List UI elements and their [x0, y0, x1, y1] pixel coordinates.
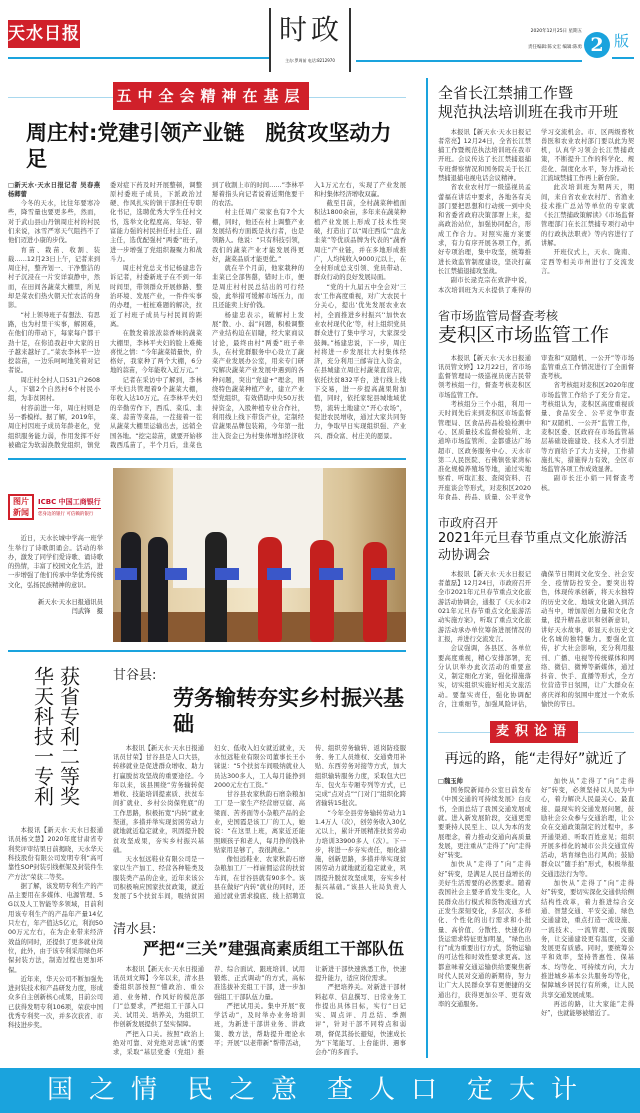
- gangu-article-body: [113, 744, 406, 902]
- paragraph: 加快从“走得了”向“走得好”转变，要切实深化交通供给侧结构性改革，着力推进综合交通、智慧交通、平安交通、绿色交通建设，重点打造一流设施、一流技术、一流管理、一流服务，让交通建设更有温度，交通发展更有质感。同时，要统筹公平和效率，坚持普惠性、保基本、均等化、可持续方向，大力推进城乡基本公共服务均等化，保障城乡居民行有所乘，让人民共享交通发展成果。: [541, 880, 634, 999]
- byline: □魏玉帅: [438, 777, 463, 785]
- lead-headline: 周庄村:党建引领产业链 脱贫攻坚动力足: [26, 121, 392, 172]
- county-stack: [113, 660, 406, 1058]
- paragraph: 严把试用关。集中开展“夜学活动”，及时举办业务培训班，为新进干部讲业务、讲政策、教方法，帮助提升理论水平；开展“以老带新”帮带活动，让新进干部快速熟悉工作，快速提升能力，适应岗位需求。: [214, 965, 406, 1048]
- paragraph: 杨建忠表示，破解村上发展“散、小、弱”问题，积极调整产业结构迫在眉睫，经大家商议讨论，最终由村“两委”班子牵头，在村党群服务中心设立了蔬菜产业发展办公室，用来专门研究解决蔬菜产业发展中遇到的各种问题，突出“党建+”理念，围绕特色蔬菜种植产业，建立产业型党组织，有效借助中央50万扶持资金，入股种植专业合作社，利用线上线下带货产业，定制经营蔬果品牌包装箱，今年第一批注入资金已为村集体增加经济收入1万元左右，实现了产业发展和村集体经济增收双赢。: [212, 181, 406, 440]
- commentary-banner: 麦积论语: [490, 721, 578, 743]
- paragraph: 天水恒远鞋业有限公司是一家以生产加工、经营各种鞋类及服装类产品的企业，近年来该公司积极响应国家扶贫政策，就近发展了5个扶贫车间，吸纳贫困妇女、低收入妇女就近就业，天水恒远鞋业有限公司董事长王小铼说：“5个扶贫车间吸纳就业人员达300多人，工人每月能挣到2000元左右工资。”: [113, 744, 305, 901]
- qingshui-article-body: [113, 965, 406, 1058]
- paragraph: 再远的路，让大家能“走得好”，也就能够被缩近了。: [541, 1000, 634, 1018]
- sponsor-slogan: 您身边的银行 可信赖的银行: [38, 512, 94, 518]
- patent-headline-left: 华天科技一专利: [30, 666, 55, 807]
- sponsor-block: [8, 494, 103, 520]
- paragraph: 村主任周广荣家也有7个大棚，同时，他还在村上调整产业发展结构方面既是执行者，也是领路人。他说：“只有科技引领，我们的蔬菜产业才能发展得更好，蔬菜品质才能更优。”: [212, 209, 304, 263]
- folder: [115, 568, 137, 580]
- folder: [371, 568, 395, 580]
- paragraph: 开班仪式上，天水、陇南、定西等相关市州进行了交流发言。: [541, 249, 634, 275]
- blue-folders: [115, 568, 395, 580]
- sponsor-logo: ICBC 中国工商银行: [38, 497, 101, 509]
- byline: □新天水·天水日报记者 吴春燕 杨卿蕾: [8, 181, 100, 198]
- tourism-headline: 2021年元旦春节重点文化旅游活动协调会: [438, 531, 628, 563]
- paragraph: 记者在采访中了解到，李林平夫妇共管理着9个蔬菜大棚，年收入达10万元。在李林平夫妇的辛勤劳作下，西瓜、菜瓜、韭菜、蒜苗等菜品，一茬接着一茬从蔬菜大棚里运输出去，远销全国各地。“挖完蒜苗，就要开始移栽西瓜苗了，半个月后，韭菜也到了收割上市的时间……”李林平掰着指头向记者说着近期他要干的农活。: [110, 181, 304, 449]
- paragraph: “今年全县劳务输转劳动力11.4万人（次），创劳务收入30亿元以上，累计开展精准扶贫劳动力培训33900多人（次）。下一步，将进一步夯实责任，细化措施，创新思路，多措并举实现贫困劳动力就地就近稳定就业，巩固提升脱贫攻坚成果，夯实乡村振兴基础。”该县人社局负责人说。: [315, 809, 406, 901]
- editor-line: 主办:罗周前 电话:8212970: [285, 58, 335, 63]
- paragraph: 加快从“走得了”向“走得好”转变，必须坚持以人民为中心，着力解决人民最关心、最直接、最现实的交通发展问题，鼓励社会公众参与交通治理，让公众在交通政策制定的过程中，多开通渠道、听取百姓意见；组织开展多样化的城市公共交通宣传活动，培育绿色出行风尚；鼓励群众以“随手拍”形式，积极举报交通违法行为等。: [541, 777, 634, 878]
- header-rule-right: [356, 60, 582, 62]
- paragraph: 本报讯【新天水·天水日报记者董磊】12月24日，市政府召开全市2021年元旦春节重点文化旅游活动协调会，通报了《天水市2021年元旦春节重点文化旅游活动实施方案》，听取了重点文化旅游活动承办单位筹备进展情况的汇报，并进行交流发言。: [438, 570, 531, 643]
- header-rule-left: [8, 57, 269, 59]
- paragraph: 国务院新闻办公室日前发布《中国交通的可持续发展》白皮书，全面总结了我国交通发展成就。进入新发展阶段，交通更需要秉持人民至上、以人为本的发展理念，着力推动交通向高质量发展，更注重从“走得了”向“走得好”转变。: [438, 787, 531, 860]
- paragraph: 省农业农村厅一级巡视员孟蕾福在讲话中要求，各地各有关部门要把思想和行动统一到中央和省委省政府决策部署上来，提高政治站位，加强协同配合，形成工作合力。对照实施方案要求，有力有序开展各项工作，抓好专项治理，集中攻坚，统筹推进长效监管制度建设，坚决打赢长江禁捕退捕攻坚战。: [438, 184, 531, 275]
- paragraph: 今冬的天水，比往年要寒冷些，降雪量也要更多些，然而，对于武山县山丹镇周庄村的村民们来说，冰雪严寒天气阻挡不了他们迈进小康的步伐。: [8, 200, 100, 245]
- paragraph: 育苗、栽苗、收割、装载……12月23日上午，记者来到周庄村，整齐划一、干净整洁的村子沉浸在一片安详寂静中，然而，在田间各蔬菜大棚里，所见却是菜农们热火朝天忙农活的身影。: [8, 246, 100, 310]
- lead-article-body: [8, 181, 406, 451]
- market-kicker: 省市场监管局督查考核: [438, 308, 559, 323]
- paragraph: 省考核组对麦积区2020年度市场监管工作给予了充分肯定。考核组认为，麦积区高度重视质量、食品安全、公平竞争审查和“双随机、一公开”监管工作，麦积区委、区政府在市场监管基层基础设施建设、技术人才引进等方面给予了大力支持，工作措施扎实，措施得力有效，全区市场监管各项工作成效显著。: [541, 382, 634, 474]
- paragraph: 据了解，该发明专利生产的产品主要用在多媒体、电源管理、5G以及人工智能等多领域，目前利用该专利生产的产品年产量14亿只左右，年产值达5亿元，利润5000万元左右，在为企业带来经济效益的同时，还提供了更多就业岗位，此外，由于该专利采用绿色环保封装方法，制造过程也更加环保。: [8, 882, 103, 974]
- tourism-kicker: 市政府召开: [438, 516, 499, 531]
- gangu-headline: 劳务输转夯实乡村振兴基础: [173, 686, 404, 737]
- paragraph: 严把培养关。对新进干部材料起草、信息撰写、日常业务工作提出具体目标，实行“日记实、周点评、月总结、季测评”，针对干部不同特点和弱项，督促其扬长避短，快速成长为“下笔能写、上台能讲、遇事会办”的多面手。: [315, 984, 406, 1057]
- header-rule-end: [612, 57, 634, 59]
- paragraph: 本报讯【新天水·天水日报通讯员杨文慧】2020年度甘肃省专利奖评审结果日前揭晓，天水华天科技股份有限公司发明专利“高可靠性SOP封装引线框架及封装件生产方法”荣获二等奖。: [8, 827, 103, 881]
- paragraph: 本报讯【新天水·天水日报通讯员甘荣】甘谷县是人口大县，转移就业是促进群众增收、助力打赢脱贫攻坚战的重要途径。今年以来，该县围绕“劳务输转促增收、技能培训提素质、扶贫车间扩就业、乡村公岗保兜底”的工作思路，积极拓宽“内转”就业渠道，多措并举实现贫困劳动力就地就近稳定就业，巩固提升脱贫攻坚成果，夯实乡村振兴基础。: [113, 744, 204, 854]
- caption-text: 近日，天水长城中学高一班学生举行了诗歌朗诵会。活动的举办，激发了同学们爱诗歌、诵诗歌的热情，丰富了校园文化生活，进一步增强了他们传承中华优秀传统文化，弘扬民族精神的意识。: [8, 535, 103, 589]
- reciter-figure: [121, 532, 141, 642]
- paragraph: 本报讯【新天水·天水日报通讯员管文婷】12月22日，省市场监督管理局一级巡视员庞吉民带领考核组一行，督查考核麦积区市场监管工作。: [438, 354, 531, 399]
- photo-news-seal: 图片新闻: [8, 494, 34, 520]
- newspaper-logo: 天水日报: [8, 20, 80, 48]
- paragraph: 本报讯【新天水·天水日报通讯员刘文辉】今年以来，清水县委组织部按照“懂政治、重公道、业务精、作风好的模范部门”总要求，严把组工干部入口关、试用关、培养关，为组织工作创新发展提供了坚实保障。: [113, 965, 204, 1029]
- patent-headline: [30, 666, 82, 816]
- market-headline: 麦积区市场监管工作: [438, 323, 610, 346]
- paragraph: 像恒远鞋业、农家秋韵石磨杂粮加工厂一样雇佣运营的扶贫车间，在甘谷县就有90多个。该县在做好“内转”就业的同时，还通过就业需求摸底、线上招聘宣传、组织劳务输转、返岗防疫服务、务工人员维权、交通费用补贴、东西劳务对接等方式，加大组织输转服务力度，采取包大巴车、包火车专厢专列等方式，已完成“点对点”“门对门”组织化跨省输转15批次。: [214, 744, 406, 901]
- masthead: [0, 0, 640, 78]
- photo-caption-block: [8, 468, 103, 642]
- sponsor-text: [38, 497, 101, 517]
- commentary-headline: 再远的路，能“走得好”就近了: [444, 751, 628, 768]
- paragraph: 甘谷县农家秋韵石磨杂粮加工厂是一家生产经营磨豆腐、高梁面、苦荞面等小杂粮产品的企业，史国霞是该工厂的工人，她说：“在这里上班，离家近还能照顾孩子和老人，每月挣的钱补贴家用足够了，我很满意。”: [214, 791, 305, 854]
- gangu-kicker: 甘谷县:: [113, 668, 157, 684]
- column-divider: [426, 78, 428, 1058]
- footer-banner: [0, 1068, 640, 1113]
- county-news-row: [8, 660, 406, 1058]
- paragraph: 村容前进一年，周庄村则是另一番模样。据了解，2019年，周庄村因班子成员年龄老化，党组织服务能力弱，作用发挥不好被确定为软弱涣散党组织，镇党委对症下药及时开展整顿，调整原村委班子成员，下派政治过硬、作风扎实的镇干部担任专职化书记，选聘优秀大学生任村文书，选举文化程度高、年轻、带富能力强的村民担任村主任、副主任，选优配强村“两委”班子，进一步增强了党组织凝聚力和战斗力。: [8, 181, 202, 449]
- folder: [267, 568, 291, 580]
- yangtze-article-body: [438, 128, 634, 295]
- paragraph: 此次培训班为期两天，期间，来自省农业农村厅、省渔业技术推广总站等单位的专家就《长江禁捕政策解读》《市场监督管理部门在长江禁捕专项行动中的行政执法职责》等内容进行了讲解。: [541, 184, 634, 248]
- paragraph: 严把入口关。按照“政治上绝对可靠、对党绝对忠诚”的要求，采取“基层党委（党组）推荐、综合面试、跟班培训、试用锻炼、正式调动”的方式，高标准选拔补充组工干部，进一步加强组工干部队伍力量。: [113, 965, 305, 1057]
- qingshui-kicker: 清水县:: [113, 921, 157, 937]
- responsible-editors: 责任编辑:陈文宏 编辑:陈勇: [528, 45, 582, 50]
- footer-slogan: 定大计: [466, 1074, 593, 1105]
- folder: [319, 568, 343, 580]
- patent-headline-right: 获省专利二等奖: [56, 666, 81, 807]
- commentary-banner-row: [438, 721, 634, 747]
- credit-org: 新天水·天水日报通讯员: [38, 599, 103, 606]
- qingshui-headline: 严把“三关”建强高素质组工干部队伍: [143, 938, 405, 958]
- paragraph: 周庄村党总支书记杨建忠告诉记者，村委新班子在不到一年时间里，带领群众开展修路、整治环境、发展产业，一件件实事的办理，一桩桩难题的解决，拉近了村班子成员与村民间的距离。: [110, 265, 202, 328]
- series-banner-row: [8, 82, 406, 114]
- footer-slogan: 查人口: [326, 1074, 453, 1105]
- tourism-article-body: [438, 570, 634, 709]
- photo-caption: [8, 534, 103, 590]
- paragraph: 本报讯【新天水·天水日报记者常亮】12月24日，全省长江禁捕工作暨规范执法培训班在我市开班。会议传达了长江禁捕退捕专班督察情况和国务院关于长江禁捕退捕电视电话会议精神。: [438, 128, 531, 182]
- commentary-body: [438, 777, 634, 1019]
- section-rule: [8, 650, 406, 652]
- reciter-figure: [205, 532, 227, 642]
- paragraph: 周庄村全村人口531户2608人，下辖2个自然村6个村民小组，为非贫困村。: [8, 376, 100, 403]
- header-divider: [269, 8, 271, 72]
- series-banner: 五中全会精神在基层: [113, 82, 309, 110]
- section-rule: [8, 458, 406, 460]
- reciter-figure: [363, 542, 387, 642]
- paragraph: 截至目前，全村蔬菜种植面积达1800余亩，多年来在蔬菜种植产业发展上形成了技术性突破，打造出了以“周庄西瓜”“盘龙韭菜”等优质品牌为代表的“蔬香周庄”产业链，并在多地形成推广，人均纯收入9000元以上，在全村形成总支引领、党员带动、群众行动的良好发展局面。: [314, 200, 406, 282]
- paragraph: 就在半个月前，他家栽种的韭菜已全部售罄，错时上市，便是周庄村村民总结出的可行经验，此举措可缓解市场压力，而且还能卖上好价钱。: [212, 265, 304, 310]
- photo-credit: [8, 598, 103, 616]
- photo-news: [8, 468, 406, 642]
- market-article-body: [438, 354, 634, 503]
- page-body: [0, 78, 640, 1058]
- section-title: 时政: [278, 13, 343, 46]
- reciter-figure: [148, 537, 168, 642]
- reciter-figure: [310, 540, 334, 642]
- paragraph: 副市长汪小娟一同督查考核。: [541, 475, 634, 492]
- paragraph: 近年来，华天公司不断加强先进封装技术和产品研发力度，形成众多自主创新核心成果，目前公司已获得发明专利106项，荣获中国优秀专利奖一次，并多次获省、市科技进步奖。: [8, 975, 103, 1030]
- paragraph: “村上领导班子有想法、有思路，也为村里干实事，解困难，在他们的带动下，每家每户都干劲十足，在你追我赶中大家的日子越来越好了。”菜农李林平一边挖蒜苗，一边乐呵呵地笑着对记者说。: [8, 311, 100, 375]
- right-column: [438, 78, 634, 1058]
- left-column: [8, 78, 406, 1058]
- patent-article: [8, 660, 103, 1058]
- footer-slogan: 国之情: [46, 1074, 173, 1105]
- page-number: 2: [584, 32, 610, 58]
- paragraph: 考核组分三个小组，利用一天时间先后来到麦积区市场监督管理局、区食品药品检验检测中心、区质量技术监督检验所、北道埠市场监管所、金都盛达广场超市、区政务服务中心、天水市第二人民医院、石佛镇张家湾标准化规模养殖场等地，通过实地察看、听取汇报、查阅资料、召开座谈会等形式，对麦积区2020年食品、药品、质量、公平竞争审查和“双随机、一公开”等市场监管重点工作情况进行了全面督查考核。: [438, 354, 634, 502]
- credit-name: 闫武锋 摄: [71, 608, 103, 615]
- paragraph: 会议强调，各县区、各单位要高度重视，精心安排部署，充分认识举办此次活动的重要意义，制定细化方案，强化措施落实，切实组织实施好相关文旅活动。要靠实责任，强化协调配合，注重细节，加强风险评估，确保节日期间文化安全、社会安全、疫情防控安全。要突出特色，体现传承创新，将天水独特的历史文化、地域文化融入到活动当中，增加原创力量和文化含量，提升精品意识和创新意识，讲好天水故事，彰显天水历史文化名城的独特魅力。要强化宣传，扩大社会影响，充分利用报刊、广播、电视等传统媒体和网络、微信、微博等新媒体，通过抖音、快手、直播等形式，全方位营造节日氛围，让广大群众在喜庆祥和的氛围中度过一个欢乐愉快的节日。: [438, 570, 634, 708]
- issue-date: 2020年12月25日 星期五: [530, 29, 582, 34]
- header-divider: [349, 8, 351, 72]
- paragraph: “党的十九届五中全会对‘三农’工作高度重视，对广大农民十分关心，提出‘优先发展农业农村，全面推进乡村振兴’‘加快农业农村现代化’等，村上组织党员群众进行了集中学习，大家深受鼓舞。”杨建忠说，下一步，周庄村将进一步发展壮大村集体经济，充分利用三邮寄注入资金，在县城建立周庄村蔬菜直营店，依托扶贫832平台，进行线上线下交易，进一步提高蔬果附加值，同时，依托家驼县城地域优势，流转土地建立“开心农场”，促进农民增收，通过大家共同努力，争取早日实现组织强、产业兴、群众富、村庄美的愿景。: [314, 283, 406, 440]
- page-suffix: 版: [614, 32, 630, 50]
- paragraph: 副市长逯克宗在致辞中说，本次培训班为天水提供了难得的学习交流机会。市、区两级畜牧兽医和农业农村部门要以此为契机，认真学习领会长江禁捕政策，不断提升工作的科学化、规范化、制度化水平，努力推动长江流域禁捕工作再上新台阶。: [438, 128, 634, 294]
- folder: [165, 568, 187, 580]
- yangtze-headline-line2: 规范执法培训班在我市开班: [438, 102, 619, 121]
- yangtze-headline-line1: 全省长江禁捕工作暨: [438, 84, 574, 102]
- recital-photo: [113, 468, 406, 642]
- folder: [215, 568, 239, 580]
- patent-article-body: [8, 826, 103, 1031]
- footer-slogan: 民之意: [186, 1074, 313, 1105]
- paragraph: 加快从“走得了”向“走得好”转变，是满足人民日益增长的美好生活需要的必然要求。随着我国社会主要矛盾发生变化，人民群众出行模式和货物流通方式正发生深刻变化，多层次、多样化、个性化的出行需求和小批量、高价值、分散性、快速化的货运需求特征更加明显，“绿色出行”成为重要出行方式，货物运输的可达性和时效性要求更高。这都意味着交通运输供给要聚焦新时代人民对交通的新期待，努力让广大人民群众享有更便捷的交通出行，获得更加公平、更有效率的交通服务。: [438, 861, 531, 1008]
- paragraph: 在散发着浓浓蒜香味的蔬菜大棚里，李林平夫妇的脸上难掩喜悦之情：“今年蔬菜销量快，价格好，我家种了两个大棚，6分地的蒜苗，今年能收入近万元。”: [110, 330, 202, 375]
- reciter-figure: [258, 537, 282, 642]
